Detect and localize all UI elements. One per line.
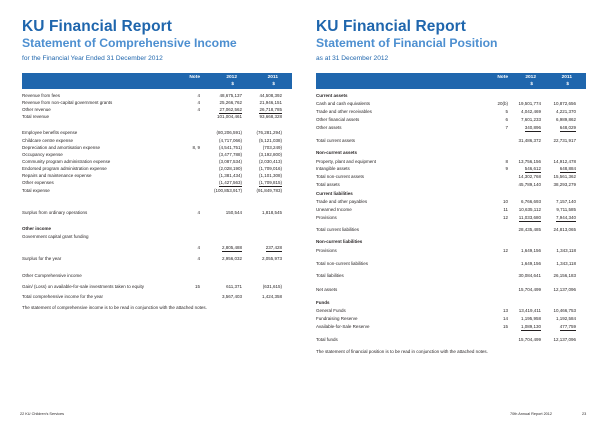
value-2011: 14,912,478 xyxy=(553,159,576,164)
value-2012: 27,062,562 xyxy=(219,107,242,112)
row-note: 8 xyxy=(505,159,508,164)
row-label: Total non-current liabilities xyxy=(316,261,369,266)
table-row xyxy=(22,113,292,121)
value-2011: (76,281,294) xyxy=(256,130,282,135)
row-label: Provisions xyxy=(316,248,337,253)
year-2011-header: 2011 xyxy=(267,75,278,80)
row-label: Endorsed program administration expense xyxy=(22,166,107,171)
table-row xyxy=(316,226,586,234)
row-label: General Funds xyxy=(316,308,346,313)
row-label: Revenue from fees xyxy=(22,93,61,98)
table-header xyxy=(22,73,292,89)
row-label: Trade and other receivables xyxy=(316,109,372,114)
row-label: Unearned Income xyxy=(316,207,352,212)
row-note: 5 xyxy=(505,109,508,114)
row-label: Non-current liabilities xyxy=(316,239,363,244)
value-2011: 26,718,785 xyxy=(259,107,282,112)
value-2011: 1,343,118 xyxy=(556,261,576,266)
table-row xyxy=(316,336,586,344)
row-label: Childcare centre expense xyxy=(22,138,74,143)
value-2012: 1,649,156 xyxy=(520,248,541,253)
value-2012: (4,541,751) xyxy=(218,145,242,150)
value-2011: (1,709,016) xyxy=(258,166,282,171)
row-label: Total comprehensive income for the year xyxy=(22,294,104,299)
report-title: KU Financial Report xyxy=(316,18,467,35)
value-2011: (703,249) xyxy=(262,145,282,150)
table-row xyxy=(316,149,586,157)
row-note: 8, 9 xyxy=(192,145,200,150)
row-note: 13 xyxy=(502,308,508,313)
value-2011: 648,884 xyxy=(559,166,576,171)
table-row xyxy=(316,348,586,356)
value-2011: 12,137,096 xyxy=(553,337,576,342)
value-2012: 101,004,461 xyxy=(216,114,242,119)
right-page xyxy=(300,0,600,424)
row-note: 4 xyxy=(197,210,200,215)
value-2012: (1,381,434) xyxy=(218,173,242,178)
value-2012: (3,087,534) xyxy=(218,159,242,164)
value-2011: 1,192,584 xyxy=(555,316,576,321)
table-row xyxy=(316,165,586,173)
value-2012: (100,853,917) xyxy=(213,188,242,193)
value-2011: 22,731,917 xyxy=(553,138,576,143)
row-note: 4 xyxy=(197,100,200,105)
value-2012: 340,896 xyxy=(524,125,541,130)
table-row xyxy=(22,255,292,263)
value-2012: 31,486,372 xyxy=(518,138,541,143)
value-2011: 26,156,183 xyxy=(553,273,576,278)
value-2012: 1,195,958 xyxy=(520,316,541,321)
value-2011: 7,944,340 xyxy=(555,215,576,220)
row-label: Total expense xyxy=(22,188,50,193)
value-2011: 6,989,862 xyxy=(555,117,576,122)
value-2012: 1,089,130 xyxy=(520,324,541,329)
statement-period: for the Financial Year Ended 31 December 2012 xyxy=(22,55,163,62)
report-title: KU Financial Report xyxy=(22,18,173,35)
table-row xyxy=(316,124,586,132)
row-note: 12 xyxy=(502,248,508,253)
value-2011: 1,818,545 xyxy=(261,210,282,215)
value-2011: 10,466,753 xyxy=(553,308,576,313)
table-row xyxy=(316,137,586,145)
table-row xyxy=(316,272,586,280)
row-label: Total liabilities xyxy=(316,273,344,278)
value-2012: 15,704,499 xyxy=(518,337,541,342)
value-2011: 15,561,362 xyxy=(553,174,576,179)
table-row xyxy=(22,293,292,301)
note-header: Note xyxy=(189,75,200,80)
row-label: Other Comprehensive income xyxy=(22,273,82,278)
table-row xyxy=(22,244,292,252)
table-row xyxy=(316,323,586,331)
row-label: Intangible assets xyxy=(316,166,350,171)
row-label: Provisions xyxy=(316,215,337,220)
page-footer: 22 KU Children's Services xyxy=(20,412,64,416)
row-note: 4 xyxy=(197,245,200,250)
table-row xyxy=(316,260,586,268)
annual-report-footer: 70th Annual Report 2012 xyxy=(510,412,553,416)
table-row xyxy=(22,129,292,137)
row-label: The statement of financial position is to be read in conjunction with the attached notes. xyxy=(316,349,488,354)
table-row xyxy=(316,108,586,116)
table-row xyxy=(22,179,292,187)
value-2012: (80,206,591) xyxy=(216,130,242,135)
value-2012: 10,635,112 xyxy=(518,207,541,212)
statement-title: Statement of Financial Position xyxy=(316,36,498,50)
value-2012: 19,501,774 xyxy=(518,101,541,106)
row-label: Total current assets xyxy=(316,138,356,143)
year-2011-header: 2011 xyxy=(561,75,572,80)
value-2012: 7,601,233 xyxy=(520,117,541,122)
row-label: Funds xyxy=(316,300,330,305)
table-row xyxy=(316,247,586,255)
value-2011: 648,029 xyxy=(559,125,576,130)
table-row xyxy=(316,214,586,222)
value-2011: 9,711,585 xyxy=(556,207,576,212)
row-note: 12 xyxy=(502,215,508,220)
row-label: Total current liabilities xyxy=(316,227,360,232)
table-row xyxy=(316,299,586,307)
table-row xyxy=(22,272,292,280)
value-2012: 6,766,693 xyxy=(520,199,541,204)
value-2011: 4,221,370 xyxy=(555,109,576,114)
value-2011: (2,030,413) xyxy=(258,159,282,164)
value-2011: 38,293,279 xyxy=(553,182,576,187)
table-row xyxy=(316,173,586,181)
row-label: Current liabilities xyxy=(316,191,353,196)
value-2012: 1,649,156 xyxy=(520,261,541,266)
table-row xyxy=(316,92,586,100)
value-2011: 2,055,973 xyxy=(261,256,282,261)
row-note: 14 xyxy=(502,316,508,321)
table-row xyxy=(316,206,586,214)
value-2012: (1,427,563) xyxy=(218,180,242,185)
value-2012: 14,302,768 xyxy=(518,174,541,179)
value-2012: 4,042,469 xyxy=(520,109,541,114)
row-label: Other assets xyxy=(316,125,342,130)
value-2012: 25,266,762 xyxy=(219,100,242,105)
table-row xyxy=(316,307,586,315)
row-note: 15 xyxy=(194,284,200,289)
note-header: Note xyxy=(497,75,508,80)
row-note: 4 xyxy=(197,93,200,98)
value-2012: 28,435,485 xyxy=(518,227,541,232)
row-note: 20(b) xyxy=(497,101,508,106)
row-label: Trade and other payables xyxy=(316,199,368,204)
row-note: 4 xyxy=(197,107,200,112)
value-2012: 2,956,032 xyxy=(221,256,242,261)
table-row xyxy=(22,225,292,233)
table-row xyxy=(22,233,292,241)
row-label: Community program administration expense xyxy=(22,159,111,164)
row-label: Surplus from ordinary operations xyxy=(22,210,88,215)
row-note: 11 xyxy=(503,207,508,212)
row-note: 4 xyxy=(197,256,200,261)
income-statement-rows xyxy=(22,92,292,312)
page-number: 23 xyxy=(582,412,587,416)
value-2012: 45,789,140 xyxy=(518,182,541,187)
table-row xyxy=(22,283,292,291)
currency-2011: $ xyxy=(272,82,275,87)
table-row xyxy=(316,286,586,294)
value-2011: 12,137,096 xyxy=(553,287,576,292)
row-note: 9 xyxy=(505,166,508,171)
value-2011: 1,424,358 xyxy=(261,294,282,299)
table-row xyxy=(316,198,586,206)
row-note: 6 xyxy=(505,117,508,122)
row-label: Total revenue xyxy=(22,114,50,119)
currency-2012: $ xyxy=(530,82,533,87)
value-2012: 11,033,680 xyxy=(518,215,541,220)
value-2012: 13,756,156 xyxy=(518,159,541,164)
value-2012: 48,675,137 xyxy=(219,93,242,98)
value-2012: 3,567,403 xyxy=(221,294,242,299)
row-label: Other financial assets xyxy=(316,117,360,122)
row-label: Other expenses xyxy=(22,180,54,185)
table-row xyxy=(22,187,292,195)
row-label: The statement of comprehensive income is to be read in conjunction with the attached notes. xyxy=(22,305,207,310)
row-label: Depreciation and amortisation expense xyxy=(22,145,101,150)
table-row xyxy=(316,315,586,323)
row-label: Available-for-Sale Reserve xyxy=(316,324,370,329)
value-2012: 13,419,411 xyxy=(518,308,541,313)
financial-position-rows xyxy=(316,92,586,354)
row-label: Fundraising Reserve xyxy=(316,316,358,321)
value-2011: 44,508,392 xyxy=(259,93,282,98)
table-row xyxy=(316,181,586,189)
row-label: Total assets xyxy=(316,182,340,187)
value-2011: 10,872,656 xyxy=(553,101,576,106)
row-note: 10 xyxy=(502,199,508,204)
row-label: Other income xyxy=(22,226,52,231)
value-2012: 15,704,499 xyxy=(518,287,541,292)
row-label: Non-current assets xyxy=(316,150,358,155)
value-2012: (3,477,788) xyxy=(218,152,242,157)
table-row xyxy=(22,209,292,217)
row-label: Surplus for the year xyxy=(22,256,62,261)
value-2011: 7,157,140 xyxy=(555,199,576,204)
value-2011: (1,101,308) xyxy=(258,173,282,178)
value-2011: (5,121,038) xyxy=(258,138,282,143)
row-note: 7 xyxy=(505,125,508,130)
value-2012: 546,612 xyxy=(524,166,541,171)
row-label: Current assets xyxy=(316,93,348,98)
value-2011: (1,709,815) xyxy=(258,180,282,185)
value-2012: 30,084,641 xyxy=(518,273,541,278)
value-2011: 1,343,118 xyxy=(556,248,576,253)
row-label: Total funds xyxy=(316,337,338,342)
value-2012: (4,717,066) xyxy=(218,138,242,143)
value-2012: 150,544 xyxy=(225,210,242,215)
row-label: Gain/ (Loss) on available-for-sale investments taken to equity xyxy=(22,284,145,289)
row-label: Other revenue xyxy=(22,107,51,112)
table-row xyxy=(316,190,586,198)
table-header xyxy=(316,73,586,89)
currency-2011: $ xyxy=(566,82,569,87)
value-2011: 237,428 xyxy=(265,245,282,250)
row-label: Occupancy expense xyxy=(22,152,63,157)
table-row xyxy=(316,116,586,124)
value-2011: 477,759 xyxy=(559,324,576,329)
row-label: Employee benefits expense xyxy=(22,130,78,135)
table-row xyxy=(316,238,586,246)
row-label: Revenue from non-capital government grants xyxy=(22,100,113,105)
row-label: Government capital grant funding xyxy=(22,234,89,239)
value-2011: (91,849,783) xyxy=(256,188,282,193)
row-note: 15 xyxy=(502,324,508,329)
value-2012: 611,371 xyxy=(226,284,242,289)
currency-2012: $ xyxy=(231,82,234,87)
row-label: Net assets xyxy=(316,287,338,292)
value-2011: 21,946,151 xyxy=(259,100,282,105)
value-2011: (631,615) xyxy=(262,284,282,289)
value-2011: 93,668,328 xyxy=(259,114,282,119)
value-2011: (3,192,800) xyxy=(258,152,282,157)
year-2012-header: 2012 xyxy=(226,75,237,80)
value-2012: 2,805,488 xyxy=(221,245,242,250)
row-label: Property, plant and equipment xyxy=(316,159,376,164)
value-2012: (2,028,190) xyxy=(218,166,242,171)
year-2012-header: 2012 xyxy=(525,75,536,80)
statement-title: Statement of Comprehensive Income xyxy=(22,36,237,50)
row-label: Repairs and maintenance expense xyxy=(22,173,92,178)
table-row xyxy=(316,100,586,108)
statement-period: as at 31 December 2012 xyxy=(316,55,389,62)
table-row xyxy=(22,304,292,312)
value-2011: 24,813,065 xyxy=(553,227,576,232)
row-label: Cash and cash equivalents xyxy=(316,101,371,106)
row-label: Total non-current assets xyxy=(316,174,365,179)
